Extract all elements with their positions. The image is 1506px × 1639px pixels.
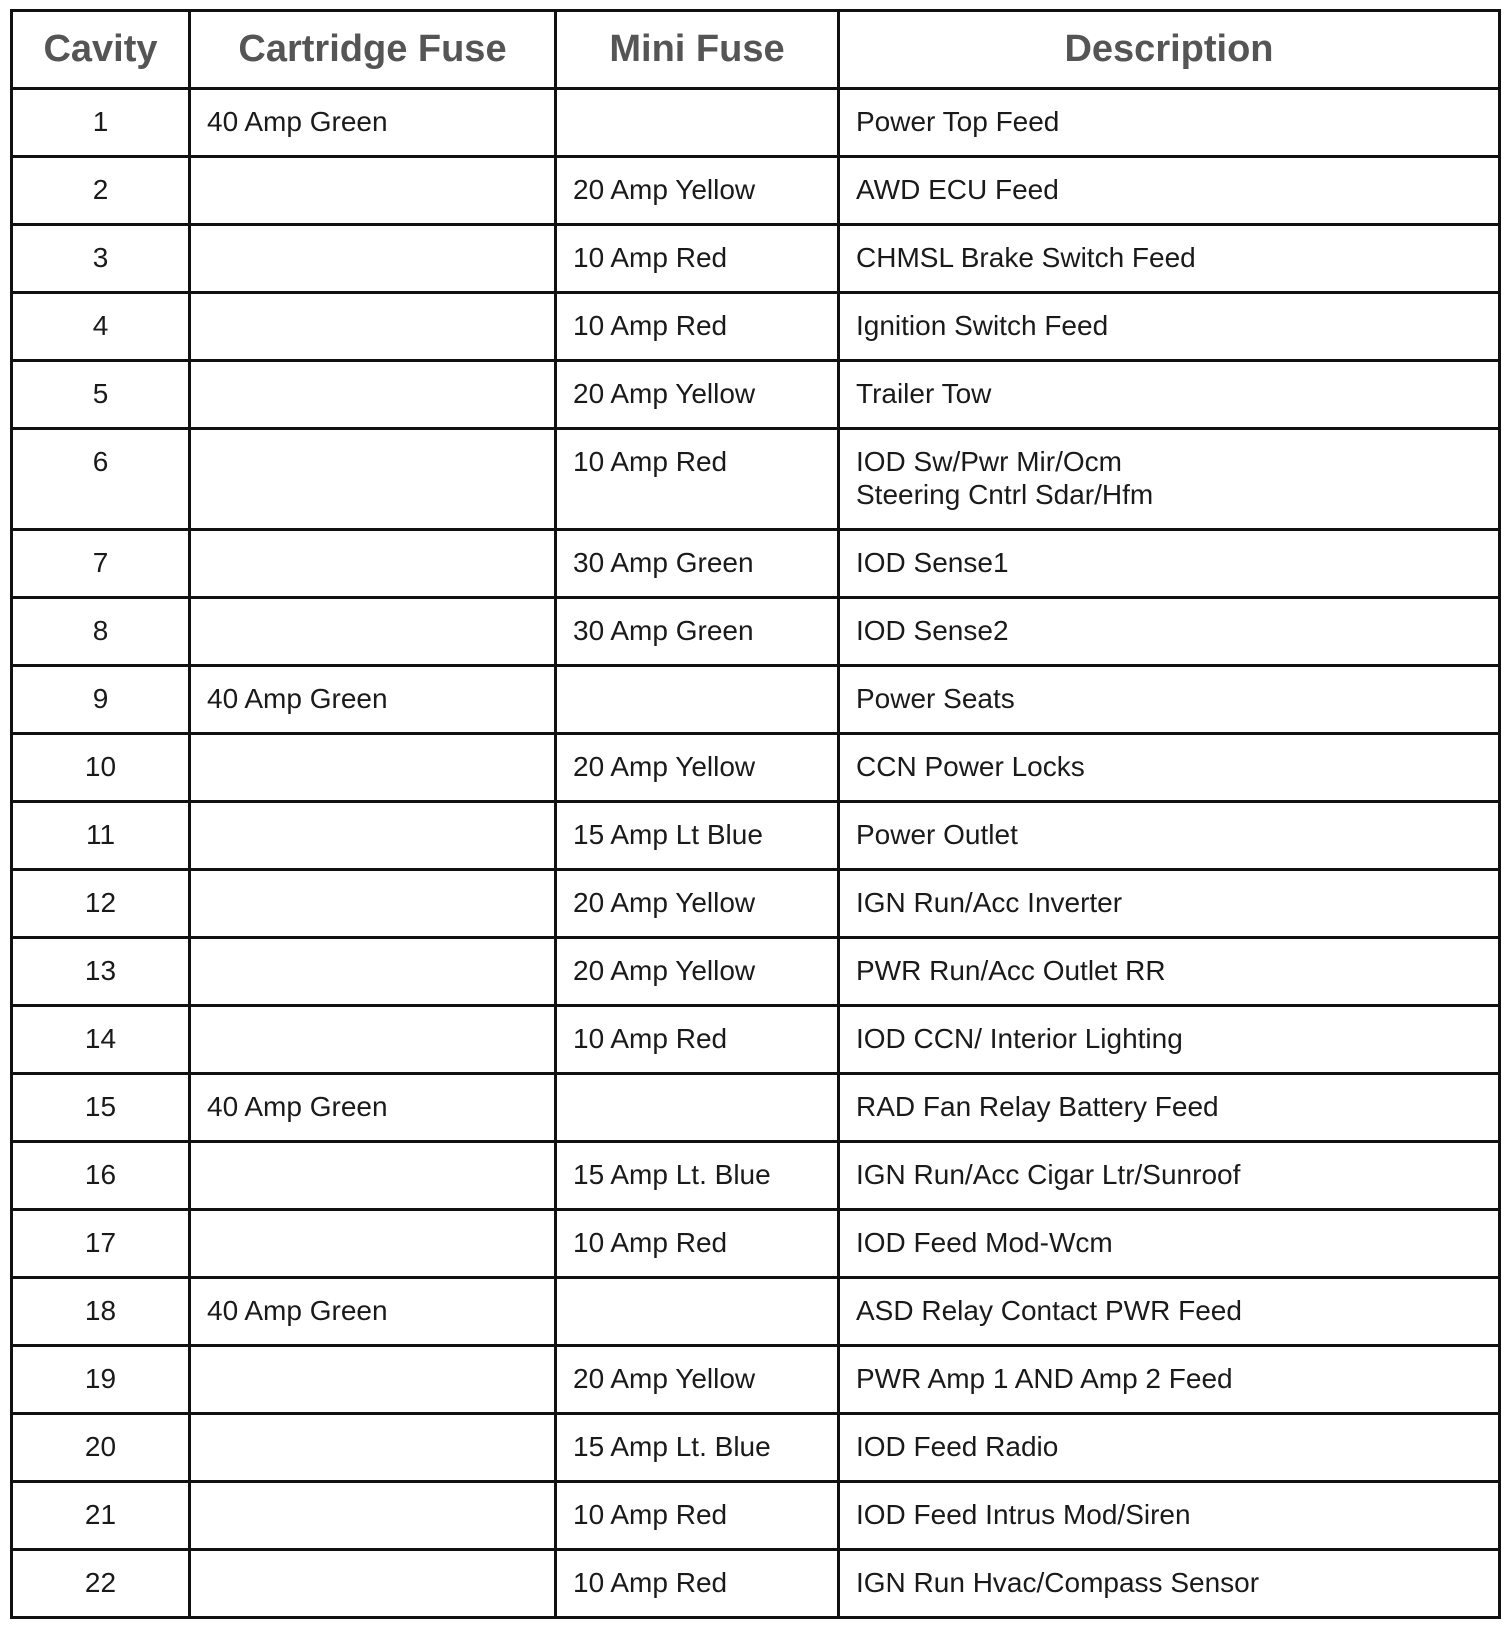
cartridge-fuse-cell: 40 Amp Green <box>207 683 388 714</box>
header-row <box>12 11 1500 89</box>
description-cell: RAD Fan Relay Battery Feed <box>856 1091 1219 1122</box>
cartridge-fuse-cell <box>191 599 554 614</box>
cavity-cell: 19 <box>84 1363 117 1394</box>
description-cell: CHMSL Brake Switch Feed <box>856 242 1196 273</box>
table-row <box>12 1210 1500 1278</box>
table-row <box>12 1142 1500 1210</box>
cartridge-fuse-cell <box>191 871 554 886</box>
description-cell: Power Outlet <box>856 819 1018 850</box>
mini-fuse-cell <box>557 1075 837 1090</box>
table-row <box>12 429 1500 530</box>
mini-fuse-cell: 10 Amp Red <box>573 1227 728 1258</box>
mini-fuse-cell: 20 Amp Yellow <box>573 378 756 409</box>
cartridge-fuse-cell: 40 Amp Green <box>207 106 388 137</box>
cavity-cell: 7 <box>92 547 109 578</box>
description-cell: IOD Feed Intrus Mod/Siren <box>856 1499 1191 1530</box>
table-row <box>12 734 1500 802</box>
header-mini-fuse: Mini Fuse <box>556 11 839 89</box>
table-row <box>12 89 1500 157</box>
cavity-cell: 16 <box>84 1159 117 1190</box>
mini-fuse-cell: 15 Amp Lt. Blue <box>573 1431 771 1462</box>
table-row <box>12 1482 1500 1550</box>
cavity-cell: 14 <box>84 1023 117 1054</box>
cavity-cell: 6 <box>92 446 109 477</box>
table-row <box>12 1006 1500 1074</box>
cartridge-fuse-cell <box>191 1347 554 1362</box>
mini-fuse-cell: 30 Amp Green <box>573 615 754 646</box>
description-cell: CCN Power Locks <box>856 751 1085 782</box>
description-cell: IGN Run/Acc Cigar Ltr/Sunroof <box>856 1159 1241 1190</box>
fuse-table <box>10 9 1501 1619</box>
cavity-cell: 10 <box>84 751 117 782</box>
cavity-cell: 22 <box>84 1567 117 1598</box>
description-cell: IOD CCN/ Interior Lighting <box>856 1023 1183 1054</box>
mini-fuse-cell: 10 Amp Red <box>573 242 728 273</box>
description-cell: Power Top Feed <box>856 106 1060 137</box>
cavity-cell: 21 <box>84 1499 117 1530</box>
description-cell: Ignition Switch Feed <box>856 310 1109 341</box>
mini-fuse-cell: 30 Amp Green <box>573 547 754 578</box>
mini-fuse-cell: 20 Amp Yellow <box>573 955 756 986</box>
table-row <box>12 361 1500 429</box>
table-row <box>12 225 1500 293</box>
mini-fuse-cell: 10 Amp Red <box>573 446 728 477</box>
description-cell: IGN Run/Acc Inverter <box>856 887 1123 918</box>
description-cell: ASD Relay Contact PWR Feed <box>856 1295 1242 1326</box>
description-cell: IOD Sense1 <box>856 547 1009 578</box>
description-cell: IOD Feed Mod-Wcm <box>856 1227 1113 1258</box>
table-row <box>12 1550 1500 1618</box>
cavity-cell: 17 <box>84 1227 117 1258</box>
description-cell: IGN Run Hvac/Compass Sensor <box>856 1567 1260 1598</box>
cartridge-fuse-cell <box>191 226 554 241</box>
mini-fuse-cell: 10 Amp Red <box>573 1499 728 1530</box>
cartridge-fuse-cell <box>191 430 554 445</box>
cartridge-fuse-cell <box>191 1415 554 1430</box>
cartridge-fuse-cell: 40 Amp Green <box>207 1295 388 1326</box>
table-row <box>12 598 1500 666</box>
cartridge-fuse-cell <box>191 294 554 309</box>
cavity-cell: 18 <box>84 1295 117 1326</box>
cavity-cell: 12 <box>84 887 117 918</box>
cartridge-fuse-cell: 40 Amp Green <box>207 1091 388 1122</box>
cavity-cell: 9 <box>92 683 109 714</box>
cavity-cell: 3 <box>92 242 109 273</box>
cavity-cell: 2 <box>92 174 109 205</box>
header-cartridge-fuse: Cartridge Fuse <box>190 11 556 89</box>
mini-fuse-cell <box>557 1279 837 1294</box>
description-cell: PWR Run/Acc Outlet RR <box>856 955 1166 986</box>
description-cell: Trailer Tow <box>856 378 992 409</box>
cartridge-fuse-cell <box>191 531 554 546</box>
cavity-cell: 20 <box>84 1431 117 1462</box>
cartridge-fuse-cell <box>191 362 554 377</box>
cartridge-fuse-cell <box>191 1007 554 1022</box>
table-row <box>12 1074 1500 1142</box>
cartridge-fuse-cell <box>191 939 554 954</box>
cartridge-fuse-cell <box>191 1483 554 1498</box>
cavity-cell: 5 <box>92 378 109 409</box>
mini-fuse-cell: 10 Amp Red <box>573 1567 728 1598</box>
description-cell: IOD Sw/Pwr Mir/Ocm Steering Cntrl Sdar/Hfm <box>856 446 1154 510</box>
mini-fuse-cell <box>557 90 837 105</box>
description-cell: Power Seats <box>856 683 1015 714</box>
cavity-cell: 13 <box>84 955 117 986</box>
table-row <box>12 870 1500 938</box>
cartridge-fuse-cell <box>191 735 554 750</box>
table-row <box>12 802 1500 870</box>
description-cell: PWR Amp 1 AND Amp 2 Feed <box>856 1363 1233 1394</box>
description-cell: IOD Sense2 <box>856 615 1009 646</box>
cartridge-fuse-cell <box>191 803 554 818</box>
cavity-cell: 8 <box>92 615 109 646</box>
cartridge-fuse-cell <box>191 1143 554 1158</box>
mini-fuse-cell: 20 Amp Yellow <box>573 174 756 205</box>
table-row <box>12 1414 1500 1482</box>
table-row <box>12 157 1500 225</box>
mini-fuse-cell: 10 Amp Red <box>573 310 728 341</box>
cartridge-fuse-cell <box>191 158 554 173</box>
description-cell: IOD Feed Radio <box>856 1431 1059 1462</box>
cavity-cell: 15 <box>84 1091 117 1122</box>
header-cavity: Cavity <box>12 11 190 89</box>
mini-fuse-cell: 10 Amp Red <box>573 1023 728 1054</box>
header-description: Description <box>839 11 1500 89</box>
cartridge-fuse-cell <box>191 1211 554 1226</box>
mini-fuse-cell: 20 Amp Yellow <box>573 1363 756 1394</box>
table-row <box>12 1278 1500 1346</box>
mini-fuse-cell: 15 Amp Lt Blue <box>573 819 763 850</box>
table-row <box>12 666 1500 734</box>
mini-fuse-cell: 15 Amp Lt. Blue <box>573 1159 771 1190</box>
mini-fuse-cell: 20 Amp Yellow <box>573 751 756 782</box>
cavity-cell: 11 <box>85 819 116 850</box>
mini-fuse-cell: 20 Amp Yellow <box>573 887 756 918</box>
table-row <box>12 938 1500 1006</box>
table-row <box>12 293 1500 361</box>
cavity-cell: 4 <box>92 310 109 341</box>
cartridge-fuse-cell <box>191 1551 554 1566</box>
table-row <box>12 1346 1500 1414</box>
mini-fuse-cell <box>557 667 837 682</box>
cavity-cell: 1 <box>92 106 109 137</box>
table-row <box>12 530 1500 598</box>
description-cell: AWD ECU Feed <box>856 174 1059 205</box>
